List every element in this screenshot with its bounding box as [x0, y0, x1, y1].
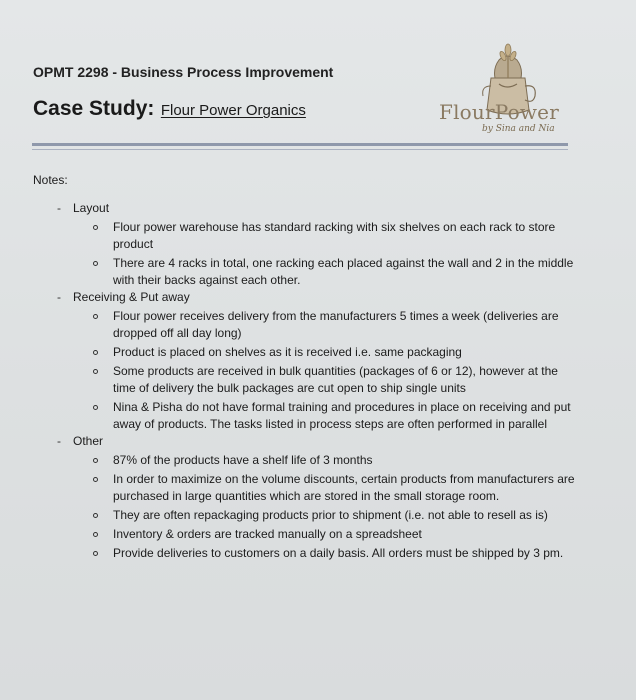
section-heading-text: Other	[73, 434, 104, 448]
dash-bullet-icon: -	[57, 434, 61, 448]
list-item: Some products are received in bulk quantities (packages of 6 or 12), however at the time of delivery the bulk packages are cut open to ship single units	[0, 363, 636, 397]
section-layout	[0, 200, 636, 289]
header-divider	[32, 143, 568, 146]
circle-bullet-icon	[93, 405, 98, 410]
circle-bullet-icon	[93, 350, 98, 355]
header-divider-thin	[32, 149, 568, 150]
section-other	[0, 433, 636, 562]
circle-bullet-icon	[93, 458, 98, 463]
section-heading	[0, 200, 636, 217]
circle-bullet-icon	[93, 477, 98, 482]
list-item: Product is placed on shelves as it is received i.e. same packaging	[0, 344, 636, 361]
case-study-heading	[33, 97, 306, 121]
circle-bullet-icon	[93, 261, 98, 266]
list-item: Flour power warehouse has standard racking with six shelves on each rack to store product	[0, 219, 636, 253]
section-heading-text: Layout	[73, 201, 110, 215]
circle-bullet-icon	[93, 532, 98, 537]
list-item: Provide deliveries to customers on a daily basis. All orders must be shipped by 3 pm.	[0, 545, 636, 562]
section-receiving	[0, 289, 636, 433]
notes-label: Notes:	[33, 173, 68, 187]
section-heading	[0, 433, 636, 450]
logo-tagline: by Sina and Nia	[482, 124, 555, 134]
dash-bullet-icon: -	[57, 201, 61, 215]
list-item: There are 4 racks in total, one racking each placed against the wall and 2 in the middle with their backs against each other.	[0, 255, 636, 289]
list-item: Flour power receives delivery from the manufacturers 5 times a week (deliveries are dropped off all day long)	[0, 308, 636, 342]
circle-bullet-icon	[93, 314, 98, 319]
list-item: Nina & Pisha do not have formal training and procedures in place on receiving and put away of products. The tasks listed in process steps are often performed in parallel	[0, 399, 636, 433]
dash-bullet-icon: -	[57, 290, 61, 304]
case-study-title: Flour Power Organics	[160, 102, 306, 119]
circle-bullet-icon	[93, 551, 98, 556]
course-title: OPMT 2298 - Business Process Improvement	[33, 64, 334, 80]
list-item: Inventory & orders are tracked manually on a spreadsheet	[0, 526, 636, 543]
list-item: In order to maximize on the volume discounts, certain products from manufacturers are purchased in large quantities which are stored in the small storage room.	[0, 471, 636, 505]
notes-content	[0, 200, 636, 562]
list-item: 87% of the products have a shelf life of 3 months	[0, 452, 636, 469]
list-item: They are often repackaging products prior to shipment (i.e. not able to resell as is)	[0, 507, 636, 524]
logo-wordmark: FlourPower	[439, 100, 559, 124]
circle-bullet-icon	[93, 513, 98, 518]
circle-bullet-icon	[93, 369, 98, 374]
section-heading-text: Receiving & Put away	[73, 290, 190, 304]
circle-bullet-icon	[93, 225, 98, 230]
case-study-label: Case Study:	[33, 97, 155, 120]
section-heading	[0, 289, 636, 306]
